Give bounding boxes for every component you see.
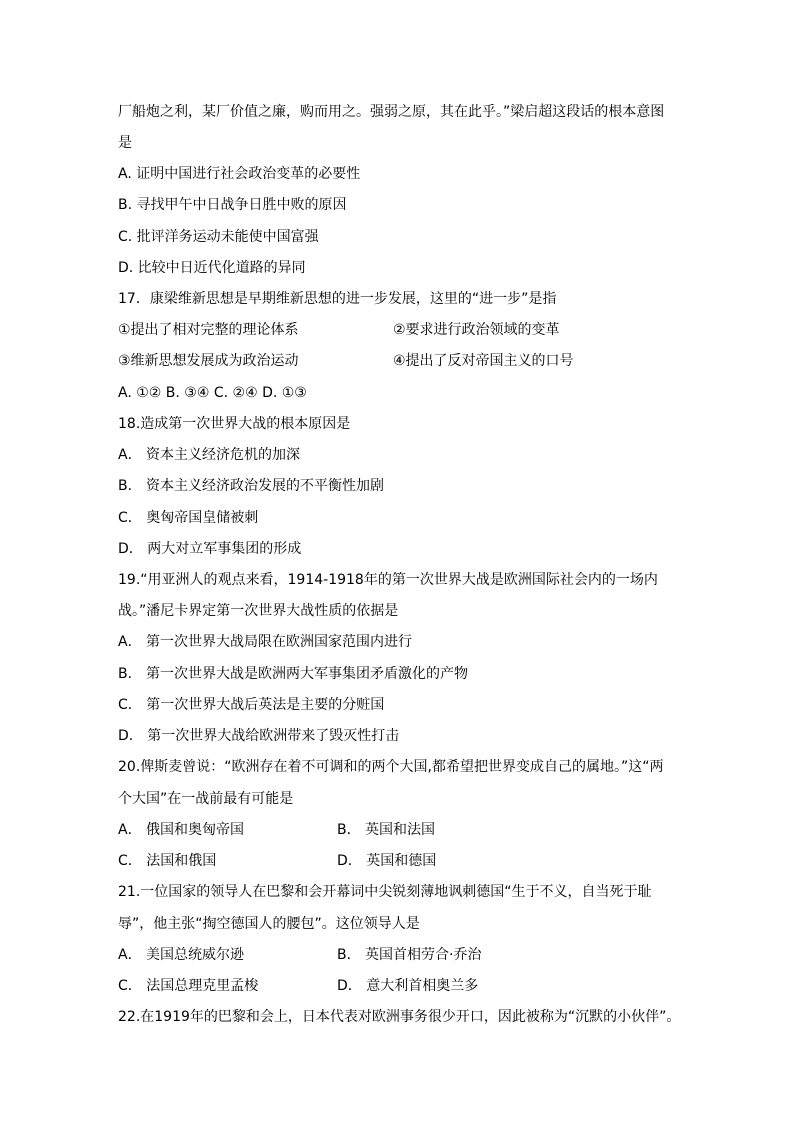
option-c: C. 批评洋务运动未能使中国富强 <box>118 229 319 245</box>
option-d: D． 意大利首相奥兰多 <box>337 978 479 994</box>
option-c: C． 第一次世界大战后英法是主要的分赃国 <box>118 697 385 713</box>
statement-1: ①提出了相对完整的理论体系 <box>118 322 299 338</box>
option-d: D. 比较中日近代化道路的异同 <box>118 260 306 276</box>
statement-3: ③维新思想发展成为政治运动 <box>118 353 299 369</box>
option-a: A. 证明中国进行社会政治变革的必要性 <box>118 166 361 182</box>
statement-4: ④提出了反对帝国主义的口号 <box>393 353 574 369</box>
option-d: D． 英国和德国 <box>337 853 437 869</box>
option-c: C． 法国和俄国 <box>118 853 217 869</box>
option-c: C． 奥匈帝国皇储被刺 <box>118 510 259 526</box>
question-20: 20.俾斯麦曾说：“欧洲存在着不可调和的两个大国,都希望把世界变成自己的属地。”这“两 <box>118 759 664 775</box>
statement-2: ②要求进行政治领域的变革 <box>393 322 560 338</box>
option-b: B． 第一次世界大战是欧洲两大军事集团矛盾激化的产物 <box>118 666 469 682</box>
question-21: 21.一位国家的领导人在巴黎和会开幕词中尖锐刻薄地讽刺德国“生于不义，自当死于耻 <box>118 884 652 900</box>
option-c: C． 法国总理克里孟梭 <box>118 978 259 994</box>
text-line: 是 <box>118 135 132 151</box>
question-19: 19.“用亚洲人的观点来看，1914-1918年的第一次世界大战是欧洲国际社会内的一场内 <box>118 572 658 588</box>
option-a: A． 美国总统威尔逊 <box>118 947 245 963</box>
question-22: 22.在1919年的巴黎和会上，日本代表对欧洲事务很少开口，因此被称为“沉默的小伙伴”。 <box>118 1009 681 1025</box>
text-line: 厂船炮之利，某厂价值之廉，购而用之。强弱之原，其在此乎。”梁启超这段话的根本意图 <box>118 104 665 120</box>
question-20-cont: 个大国”在一战前最有可能是 <box>118 791 294 807</box>
question-21-cont: 辱”，他主张“掏空德国人的腰包”。这位领导人是 <box>118 916 420 932</box>
option-b: B． 资本主义经济政治发展的不平衡性加剧 <box>118 478 385 494</box>
question-17: 17．康梁维新思想是早期维新思想的进一步发展，这里的“进一步”是指 <box>118 291 557 307</box>
option-b: B． 英国首相劳合·乔治 <box>337 947 482 963</box>
question-18: 18.造成第一次世界大战的根本原因是 <box>118 416 351 432</box>
option-a: A． 第一次世界大战局限在欧洲国家范围内进行 <box>118 634 413 650</box>
option-a: A． 俄国和奥匈帝国 <box>118 822 245 838</box>
option-d: D． 第一次世界大战给欧洲带来了毁灭性打击 <box>118 728 400 744</box>
question-19-cont: 战。”潘尼卡界定第一次世界大战性质的依据是 <box>118 603 399 619</box>
option-d: D． 两大对立军事集团的形成 <box>118 541 302 557</box>
options-17: A. ①② B. ③④ C. ②④ D. ①③ <box>118 385 307 401</box>
option-b: B. 寻找甲午中日战争日胜中败的原因 <box>118 197 347 213</box>
option-a: A． 资本主义经济危机的加深 <box>118 447 301 463</box>
option-b: B． 英国和法国 <box>337 822 436 838</box>
